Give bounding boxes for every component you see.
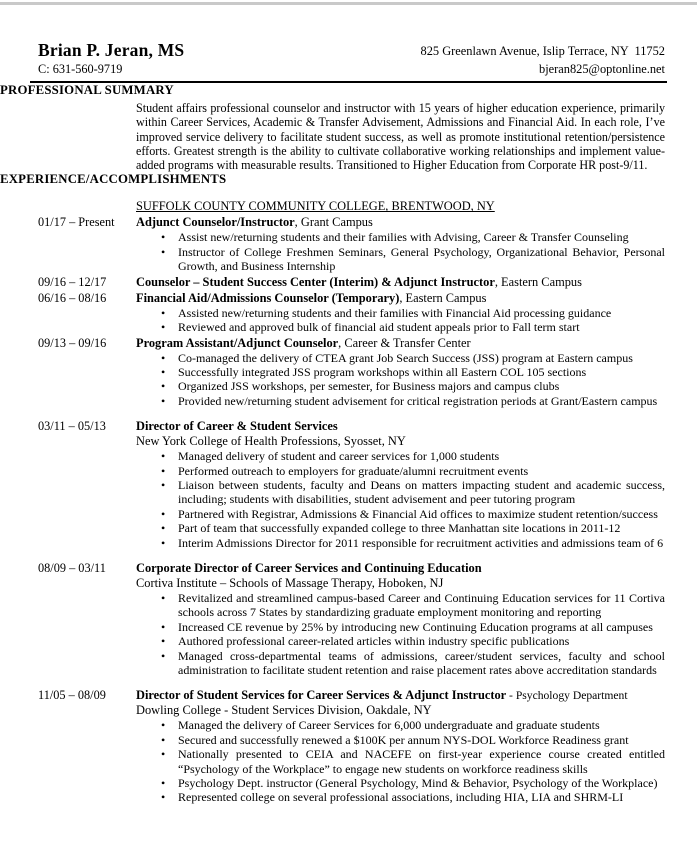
bullet-item: • Managed the delivery of Career Services for 6,000 undergraduate and graduate students	[136, 718, 667, 732]
job-bullets	[136, 306, 667, 335]
job-title-line	[136, 291, 667, 306]
phone-number: C: 631-560-9719	[38, 62, 123, 76]
job-title: Director of Career & Student Services	[136, 419, 338, 434]
job-entry	[0, 291, 697, 335]
job-entry	[0, 561, 697, 677]
job-title-line	[136, 215, 667, 230]
job-title-suffix: , Career & Transfer Center	[338, 335, 471, 350]
job-title: Adjunct Counselor/Instructor	[136, 215, 295, 230]
header-right	[421, 41, 665, 77]
job-dates: 01/17 – Present	[38, 215, 115, 230]
job-title: Counselor – Student Success Center (Interim) & Adjunct Instructor	[136, 274, 495, 289]
job-dates: 11/05 – 08/09	[38, 688, 106, 703]
experience-section	[0, 172, 697, 804]
job-content	[136, 275, 667, 290]
job-dates: 09/16 – 12/17	[38, 274, 107, 289]
resume-header	[0, 0, 697, 77]
job-bullets	[136, 718, 667, 804]
job-title: Corporate Director of Career Services and Continuing Education	[136, 560, 482, 575]
job-entry	[0, 688, 697, 804]
job-title-line	[136, 275, 667, 290]
job-content	[136, 291, 667, 335]
job-dates: 08/09 – 03/11	[38, 560, 106, 575]
job-content	[136, 419, 667, 550]
job-dates: 06/16 – 08/16	[38, 290, 107, 305]
summary-section	[0, 83, 697, 172]
bullet-item: • Represented college on several professional associations, including HIA, LIA and SHRM-LI	[136, 790, 667, 804]
job-title-suffix: - Psychology Department	[506, 689, 628, 703]
bullet-item: • Part of team that successfully expanded college to three Manhattan site locations in 2011-12	[136, 521, 667, 535]
job-title-line	[136, 688, 667, 703]
job-entry	[0, 215, 697, 273]
job-title: Financial Aid/Admissions Counselor (Temporary)	[136, 290, 400, 305]
job-organization: Dowling College - Student Services Division, Oakdale, NY	[136, 703, 432, 718]
bullet-item: • Performed outreach to employers for graduate/alumni recruitment events	[136, 464, 667, 478]
job-content	[136, 688, 667, 804]
bullet-item: • Assist new/returning students and their families with Advising, Career & Transfer Counseling	[136, 230, 667, 244]
job-organization: New York College of Health Professions, Syosset, NY	[136, 434, 406, 449]
bullet-item: • Partnered with Registrar, Admissions & Financial Aid offices to maximize student retention/success	[136, 507, 667, 521]
bullet-item: • Provided new/returning student advisement for critical registration periods at Grant/Eastern campus	[136, 394, 667, 408]
page-top-border	[0, 2, 697, 5]
bullet-item: • Organized JSS workshops, per semester, for Business majors and campus clubs	[136, 379, 667, 393]
bullet-item: • Managed cross-departmental teams of admissions, career/student services, faculty and school administration to facilitate student retention and raise placement rates above accreditation standards	[136, 649, 667, 678]
job-title-line	[136, 561, 667, 576]
job-content	[136, 336, 667, 409]
bullet-item: • Managed delivery of student and career services for 1,000 students	[136, 449, 667, 463]
bullet-item: • Secured and successfully renewed a $100K per annum NYS-DOL Workforce Readiness grant	[136, 733, 667, 747]
header-left	[38, 40, 184, 77]
job-title-line	[136, 336, 667, 351]
summary-text: Student affairs professional counselor and instructor with 15 years of higher education experience, primarily within Career Services, Academic & Transfer Advisement, Admissions and Financial Aid. In each role, I’ve improved service delivery to facilitate student success, as well as promote institutional retention/persistence efforts. Greatest strength is the ability to cultivate collaborative working relationships and implement value-added programs with measurable results. Transitioned to Higher Education from Corporate HR post-9/11.	[136, 101, 665, 173]
bullet-item: • Authored professional career-related articles within industry specific publications	[136, 634, 667, 648]
bullet-item: • Instructor of College Freshmen Seminars, General Psychology, Organizational Behavior, Personal Growth, and Business Internship	[136, 245, 667, 274]
bullet-item: • Revitalized and streamlined campus-based Career and Continuing Education services for 11 Cortiva schools across 7 States by standardizing graduate employment monitoring and reporting	[136, 591, 667, 620]
summary-heading: PROFESSIONAL SUMMARY	[0, 83, 174, 97]
bullet-item: • Interim Admissions Director for 2011 responsible for recruitment activities and admissions team of 6	[136, 536, 667, 550]
job-title: Director of Student Services for Career Services & Adjunct Instructor	[136, 688, 507, 703]
bullet-item: • Nationally presented to CEIA and NACEFE on first-year experience course created entitled “Psychology of the Workplace” to engage new students on workforce readiness skills	[136, 747, 667, 776]
job-title: Program Assistant/Adjunct Counselor	[136, 335, 339, 350]
job-bullets	[136, 591, 667, 677]
bullet-item: • Psychology Dept. instructor (General Psychology, Mind & Behavior, Psychology of the Workplace)	[136, 776, 667, 790]
employer-heading: SUFFOLK COUNTY COMMUNITY COLLEGE, BRENTWOOD, NY	[136, 199, 495, 214]
job-title-suffix: , Eastern Campus	[494, 274, 582, 289]
job-content	[136, 215, 667, 273]
bullet-item: • Assisted new/returning students and their families with Financial Aid processing guidance	[136, 306, 667, 320]
bullet-item: • Successfully integrated JSS program workshops within all Eastern COL 105 sections	[136, 365, 667, 379]
job-dates: 03/11 – 05/13	[38, 419, 106, 434]
email-address: bjeran825@optonline.net	[539, 62, 665, 76]
address-line: 825 Greenlawn Avenue, Islip Terrace, NY 11752	[420, 44, 665, 58]
job-title-suffix: , Eastern Campus	[399, 290, 487, 305]
job-title-suffix: , Grant Campus	[294, 215, 373, 230]
experience-heading: EXPERIENCE/ACCOMPLISHMENTS	[0, 172, 227, 187]
candidate-name: Brian P. Jeran, MS	[38, 40, 185, 60]
job-bullets	[136, 230, 667, 273]
job-bullets	[136, 449, 667, 550]
job-content	[136, 561, 667, 677]
bullet-item: • Liaison between students, faculty and Deans on matters impacting student and academic success, including; students with disabilities, student advisement and peer tutoring program	[136, 478, 667, 507]
job-title-line	[136, 419, 667, 434]
job-dates: 09/13 – 09/16	[38, 335, 107, 350]
bullet-item: • Reviewed and approved bulk of financial aid student appeals prior to Fall term start	[136, 320, 667, 334]
bullet-item: • Co-managed the delivery of CTEA grant Job Search Success (JSS) program at Eastern campus	[136, 351, 667, 365]
bullet-item: • Increased CE revenue by 25% by introducing new Continuing Education programs at all campuses	[136, 620, 667, 634]
job-entry	[0, 336, 697, 409]
job-bullets	[136, 351, 667, 409]
job-entry	[0, 419, 697, 550]
job-organization: Cortiva Institute – Schools of Massage Therapy, Hoboken, NJ	[136, 575, 444, 590]
job-entry	[0, 275, 697, 290]
